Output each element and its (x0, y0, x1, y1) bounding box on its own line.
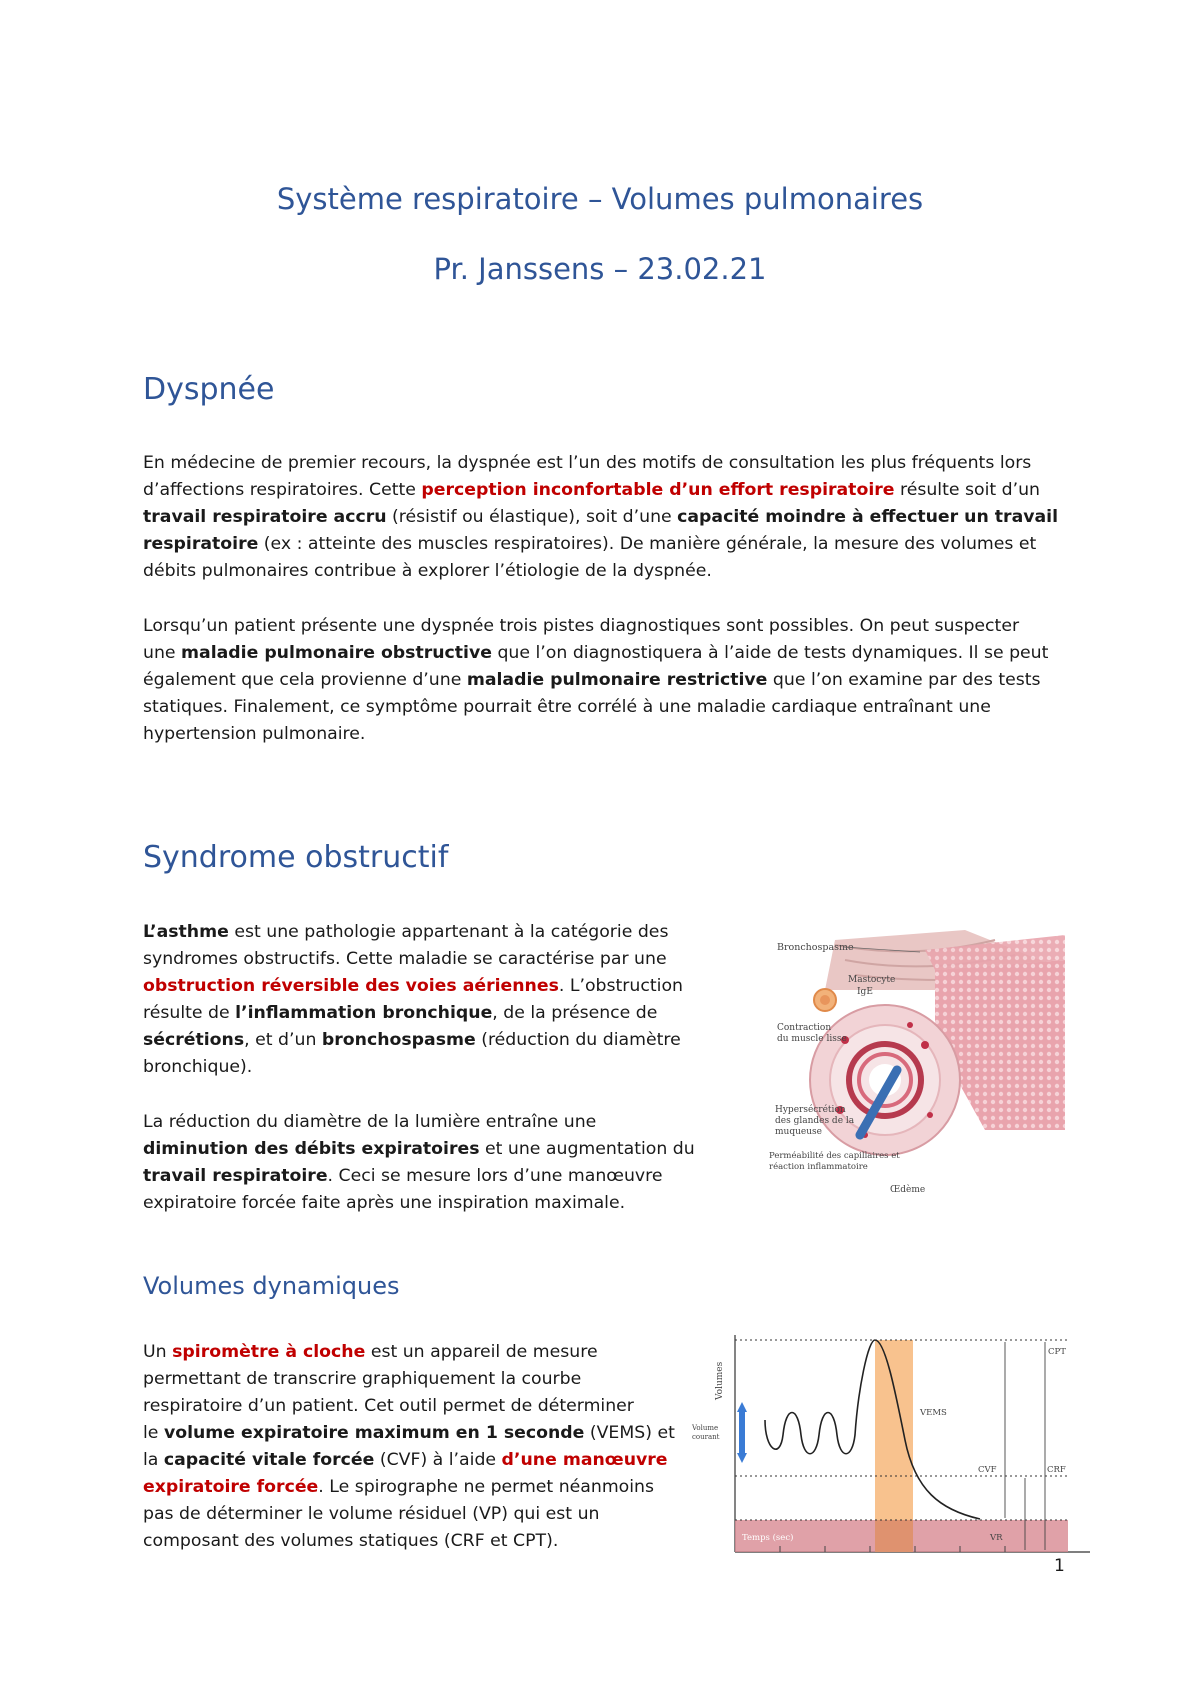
label-muqueuse: muqueuse (775, 1127, 822, 1137)
label-hypersecretion: Hypersécrétion (775, 1105, 846, 1115)
spirogram-figure (690, 1330, 1100, 1560)
label-crf: CRF (1047, 1465, 1066, 1475)
document-subtitle: Pr. Janssens – 23.02.21 (433, 252, 767, 286)
label-temps-axis: Temps (sec) (742, 1533, 794, 1543)
label-ige: IgE (857, 987, 873, 997)
asthma-bronchus-illustration (765, 930, 1065, 1200)
document-title: Système respiratoire – Volumes pulmonaires (276, 182, 924, 216)
paragraph-dyspnee-1: En médecine de premier recours, la dyspnée est l’un des motifs de consultation les plus fréquents lors d’affections respiratoires. Cette perception inconfortable d’un effort respiratoire résulte soit d’un travail respiratoire accru (résistif ou élastique), soit d’une capacité moindre à effectuer un travail respiratoire (ex : atteinte des muscles respiratoires). De manière générale, la mesure des volumes et débits pulmonaires contribue à explorer l’étiologie de la dyspnée. (143, 453, 1059, 581)
paragraph-asthme-2: La réduction du diamètre de la lumière entraîne une diminution des débits expiratoires et une augmentation du travail respiratoire. Ceci se mesure lors d’une manœuvre expiratoire forcée faite après une inspiration maximale. (143, 1112, 695, 1213)
label-volume-courant-1: Volume (692, 1424, 719, 1432)
label-volume-courant-2: courant (692, 1433, 720, 1441)
label-vr: VR (990, 1533, 1003, 1543)
label-muscle-lisse: du muscle lisse (777, 1034, 847, 1044)
paragraph-asthme-1: L’asthme est une pathologie appartenant à la catégorie des syndromes obstructifs. Cette maladie se caractérise par une obstruction réversible des voies aériennes. L’obstruction résulte de l’inflammation bronchique, de la présence de sécrétions, et d’un bronchospasme (réduction du diamètre bronchique). (143, 922, 683, 1077)
label-contraction: Contraction (777, 1023, 832, 1033)
label-glandes: des glandes de la (775, 1116, 855, 1126)
label-cvf: CVF (978, 1465, 997, 1475)
spirogram-curve (765, 1340, 980, 1519)
page-number: 1 (1054, 1556, 1065, 1576)
paragraph-dyspnee-2: Lorsqu’un patient présente une dyspnée trois pistes diagnostiques sont possibles. On peut suspecter une maladie pulmonaire obstructive que l’on diagnostiquera à l’aide de tests dynamiques. Il se peut également que cela provienne d’une maladie pulmonaire restrictive que l’on examine par des tests statiques. Finalement, ce symptôme pourrait être corrélé à une maladie cardiaque entraînant une hypertension pulmonaire. (143, 616, 1049, 744)
label-mastocyte: Mastocyte (848, 975, 896, 985)
label-bronchospasme: Bronchospasme (777, 942, 854, 953)
heading-dyspnee: Dyspnée (143, 372, 275, 407)
label-volumes-axis: Volumes (715, 1361, 725, 1400)
paragraph-spirometre: Un spiromètre à cloche est un appareil de mesure permettant de transcrire graphiquement la courbe respiratoire d’un patient. Cet outil permet de déterminer le volume expiratoire maximum en 1 seconde (VEMS) et la capacité vitale forcée (CVF) à l’aide d’une manœuvre expiratoire forcée. Le spirographe ne permet néanmoins pas de déterminer le volume résiduel (VP) qui est un composant des volumes statiques (CRF et CPT). (143, 1342, 675, 1551)
label-vems: VEMS (920, 1408, 947, 1418)
label-oedeme: Œdème (890, 1185, 926, 1195)
heading-volumes-dynamiques: Volumes dynamiques (143, 1272, 400, 1300)
label-reaction-inflammatoire: réaction inflammatoire (769, 1162, 868, 1172)
heading-syndrome-obstructif: Syndrome obstructif (143, 840, 449, 875)
label-cpt: CPT (1048, 1347, 1066, 1357)
label-permeabilite: Perméabilité des capillaires et (769, 1151, 900, 1161)
